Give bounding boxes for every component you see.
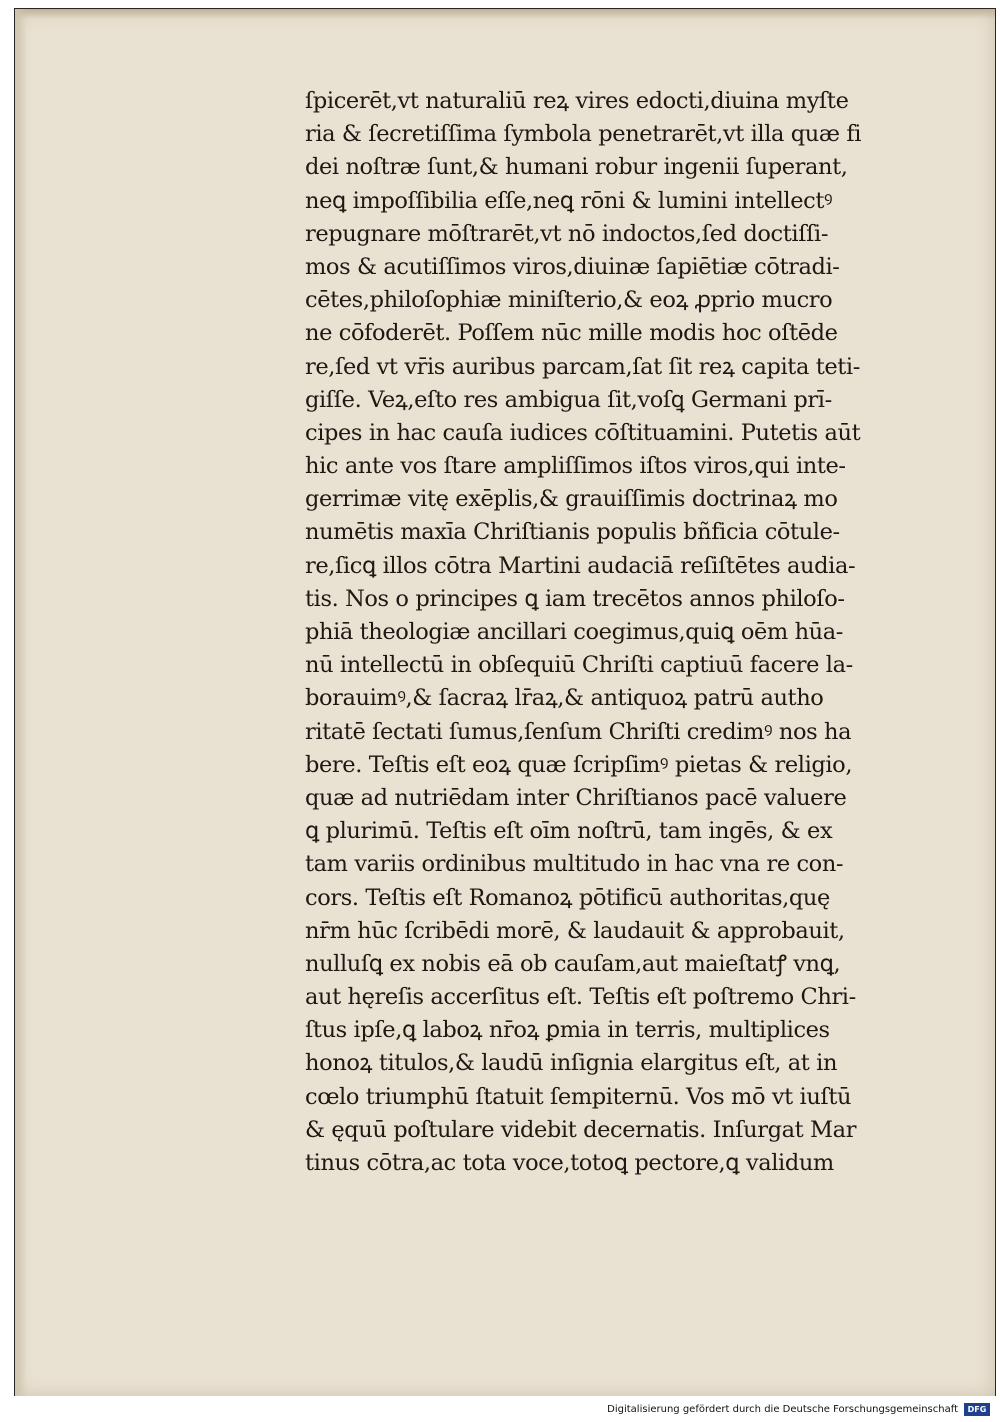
text-line: hic ante vos ſtare ampliſſimos iſtos viros,qui inte- xyxy=(305,453,846,480)
text-line: mos & acutiſſimos viros,diuinæ ſapiētiæ cōtradi- xyxy=(305,253,840,280)
footer xyxy=(0,1396,1000,1422)
funding-credit: Digitalisierung gefördert durch die Deutsche Forschungsgemeinschaft xyxy=(607,1404,958,1415)
text-block xyxy=(305,85,935,1180)
text-line: ſpicerēt,vt naturaliū reꝝ vires edocti,diuina myſte xyxy=(305,88,849,114)
text-line: ritatē ſectati ſumus,ſenſum Chriſti credimꝰ nos ha xyxy=(305,718,852,745)
text-line: cipes in hac cauſa iudices cōſtituamini. Putetis aūt xyxy=(305,419,861,446)
text-line: nr̄m hūc ſcribēdi morē, & laudauit & approbauit, xyxy=(305,917,845,944)
text-line: & ęquū poſtulare videbit decernatis. Inſurgat Mar xyxy=(305,1116,857,1143)
text-line: numētis maxīa Chriſtianis populis bñficia cōtule- xyxy=(305,519,840,546)
text-line: giſſe. Veꝝ,eſto res ambigua ſit,voſꝗ Germani prī- xyxy=(305,386,832,413)
text-line: re,ſicꝗ illos cōtra Martini audaciā reſiſtētes audia- xyxy=(305,552,856,579)
text-line: borauimꝰ,& ſacraꝝ lr̄aꝝ,& antiquoꝝ patrū autho xyxy=(305,685,824,712)
text-line: aut hęreſis accerſitus eſt. Teſtis eſt poſtremo Chri- xyxy=(305,984,856,1011)
text-line: bere. Teſtis eſt eoꝝ quæ ſcripſimꝰ pietas & religio, xyxy=(305,751,853,778)
text-line: quæ ad nutriēdam inter Chriſtianos pacē valuere xyxy=(305,784,847,811)
page-binding-edge xyxy=(15,9,27,1397)
page-top-shadow xyxy=(15,9,995,19)
text-line: tam variis ordinibus multitudo in hac vna re con- xyxy=(305,851,844,878)
text-line: tis. Nos o principes ꝗ iam trecētos annos philoſo- xyxy=(305,585,845,612)
text-line: cors. Teſtis eſt Romanoꝝ pōtificū authoritas,quę xyxy=(305,884,830,911)
text-line: phiā theologiæ ancillari coegimus,quiꝗ oēm hūa- xyxy=(305,619,843,645)
text-line: ſtus ipſe,ꝗ laboꝝ nr̄oꝝ ꝑmia in terris, multiplices xyxy=(305,1017,830,1044)
text-line: dei noſtræ ſunt,& humani robur ingenii ſuperant, xyxy=(305,154,848,181)
text-line: ria & ſecretiſſima ſymbola penetrarēt,vt illa quæ fi xyxy=(305,121,862,148)
text-line: cētes,philoſophiæ miniſterio,& eoꝝ ꝓprio mucro xyxy=(305,287,833,314)
text-line: honoꝝ titulos,& laudū inſignia elargitus eſt, at in xyxy=(305,1050,838,1077)
text-line: nulluſꝗ ex nobis eā ob cauſam,aut maieſtatꝭ vnꝗ, xyxy=(305,950,841,977)
text-line: cœlo triumphū ſtatuit ſempiternū. Vos mō vt iuſtū xyxy=(305,1083,852,1110)
text-line: tinus cōtra,ac tota voce,totoꝗ pectore,ꝗ validum xyxy=(305,1150,834,1176)
text-line: repugnare mōſtrarēt,vt nō indoctos,ſed doctiſſi- xyxy=(305,220,829,247)
text-line: gerrimæ vitę exēplis,& grauiſſimis doctrinaꝝ mo xyxy=(305,486,838,513)
dfg-logo: DFG xyxy=(964,1403,990,1416)
text-line: ne cōfoderēt. Poſſem nūc mille modis hoc oſtēde xyxy=(305,320,838,347)
text-line: neꝗ impoſſibilia eſſe,neꝗ rōni & lumini intellectꝰ xyxy=(305,187,833,214)
book-page xyxy=(14,8,996,1398)
text-line: re,ſed vt vr̄is auribus parcam,ſat ſit reꝝ capita teti- xyxy=(305,353,860,380)
text-line: ꝗ plurimū. Teſtis eſt oīm noſtrū, tam ingēs, & ex xyxy=(305,818,833,845)
text-line: nū intellectū in obſequiū Chriſti captiuū facere la- xyxy=(305,652,853,679)
